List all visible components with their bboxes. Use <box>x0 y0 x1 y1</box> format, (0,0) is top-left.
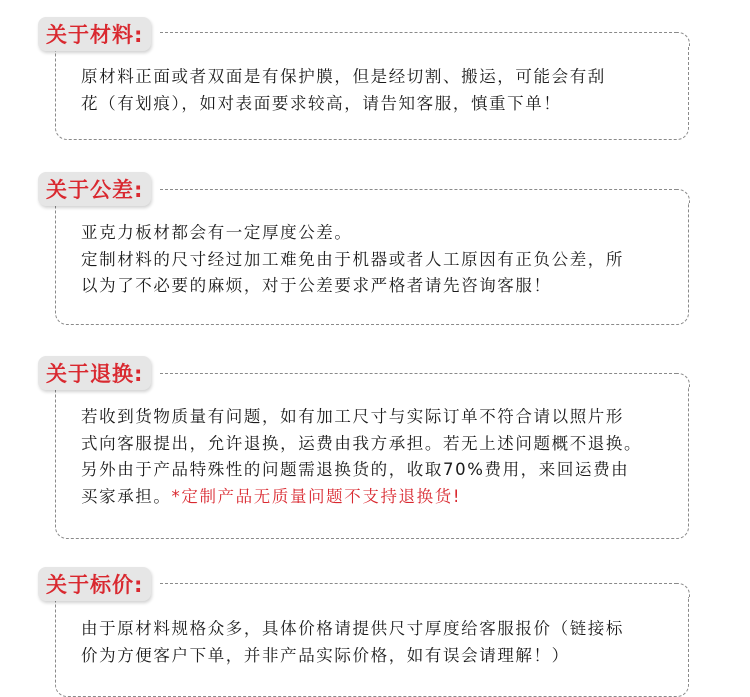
section-body <box>81 404 689 510</box>
section-body <box>81 64 689 117</box>
box-top-border <box>160 189 677 190</box>
body-line: 式向客服提出，允许退换，运费由我方承担。若无上述问题概不退换。 <box>81 433 643 453</box>
box-top-border <box>160 583 677 584</box>
body-line-with-note <box>81 484 689 511</box>
section-title-tag <box>38 172 151 206</box>
body-line: 以为了不必要的麻烦，对于公差要求严格者请先咨询客服！ <box>81 276 552 295</box>
box-top-border <box>160 373 677 374</box>
section-title: 关于标价: <box>46 573 144 597</box>
body-line: 价为方便客户下单，并非产品实际价格，如有误会请理解！） <box>81 645 570 665</box>
body-line: 若收到货物质量有问题，如有加工尺寸与实际订单不符合请以照片形 <box>81 407 624 426</box>
section-title-tag <box>38 17 151 51</box>
body-line: 买家承担。 <box>81 486 172 506</box>
section-body <box>81 616 689 669</box>
box-corner <box>676 32 690 46</box>
section-title: 关于公差: <box>46 178 144 202</box>
section-title-tag <box>38 567 151 601</box>
section-title-tag <box>38 356 151 390</box>
box-corner <box>676 583 690 597</box>
body-line: 原材料正面或者双面是有保护膜，但是经切割、搬运，可能会有刮 <box>81 67 606 86</box>
body-line: 花（有划痕），如对表面要求较高，请告知客服，慎重下单！ <box>81 93 562 113</box>
body-line: 由于原材料规格众多，具体价格请提供尺寸厚度给客服报价（链接标 <box>81 619 624 638</box>
section-title: 关于材料: <box>46 23 144 47</box>
body-line: 定制材料的尺寸经过加工难免由于机器或者人工原因有正负公差，所 <box>81 249 624 269</box>
section-body <box>81 220 689 300</box>
body-line: 亚克力板材都会有一定厚度公差。 <box>81 223 353 242</box>
return-policy-note: *定制产品无质量问题不支持退换货! <box>171 486 462 506</box>
box-corner <box>676 373 690 387</box>
section-title: 关于退换: <box>46 362 144 386</box>
box-corner <box>676 189 690 203</box>
box-top-border <box>160 32 677 33</box>
body-line: 另外由于产品特殊性的问题需退换货的，收取70%费用，来回运费由 <box>81 460 630 479</box>
